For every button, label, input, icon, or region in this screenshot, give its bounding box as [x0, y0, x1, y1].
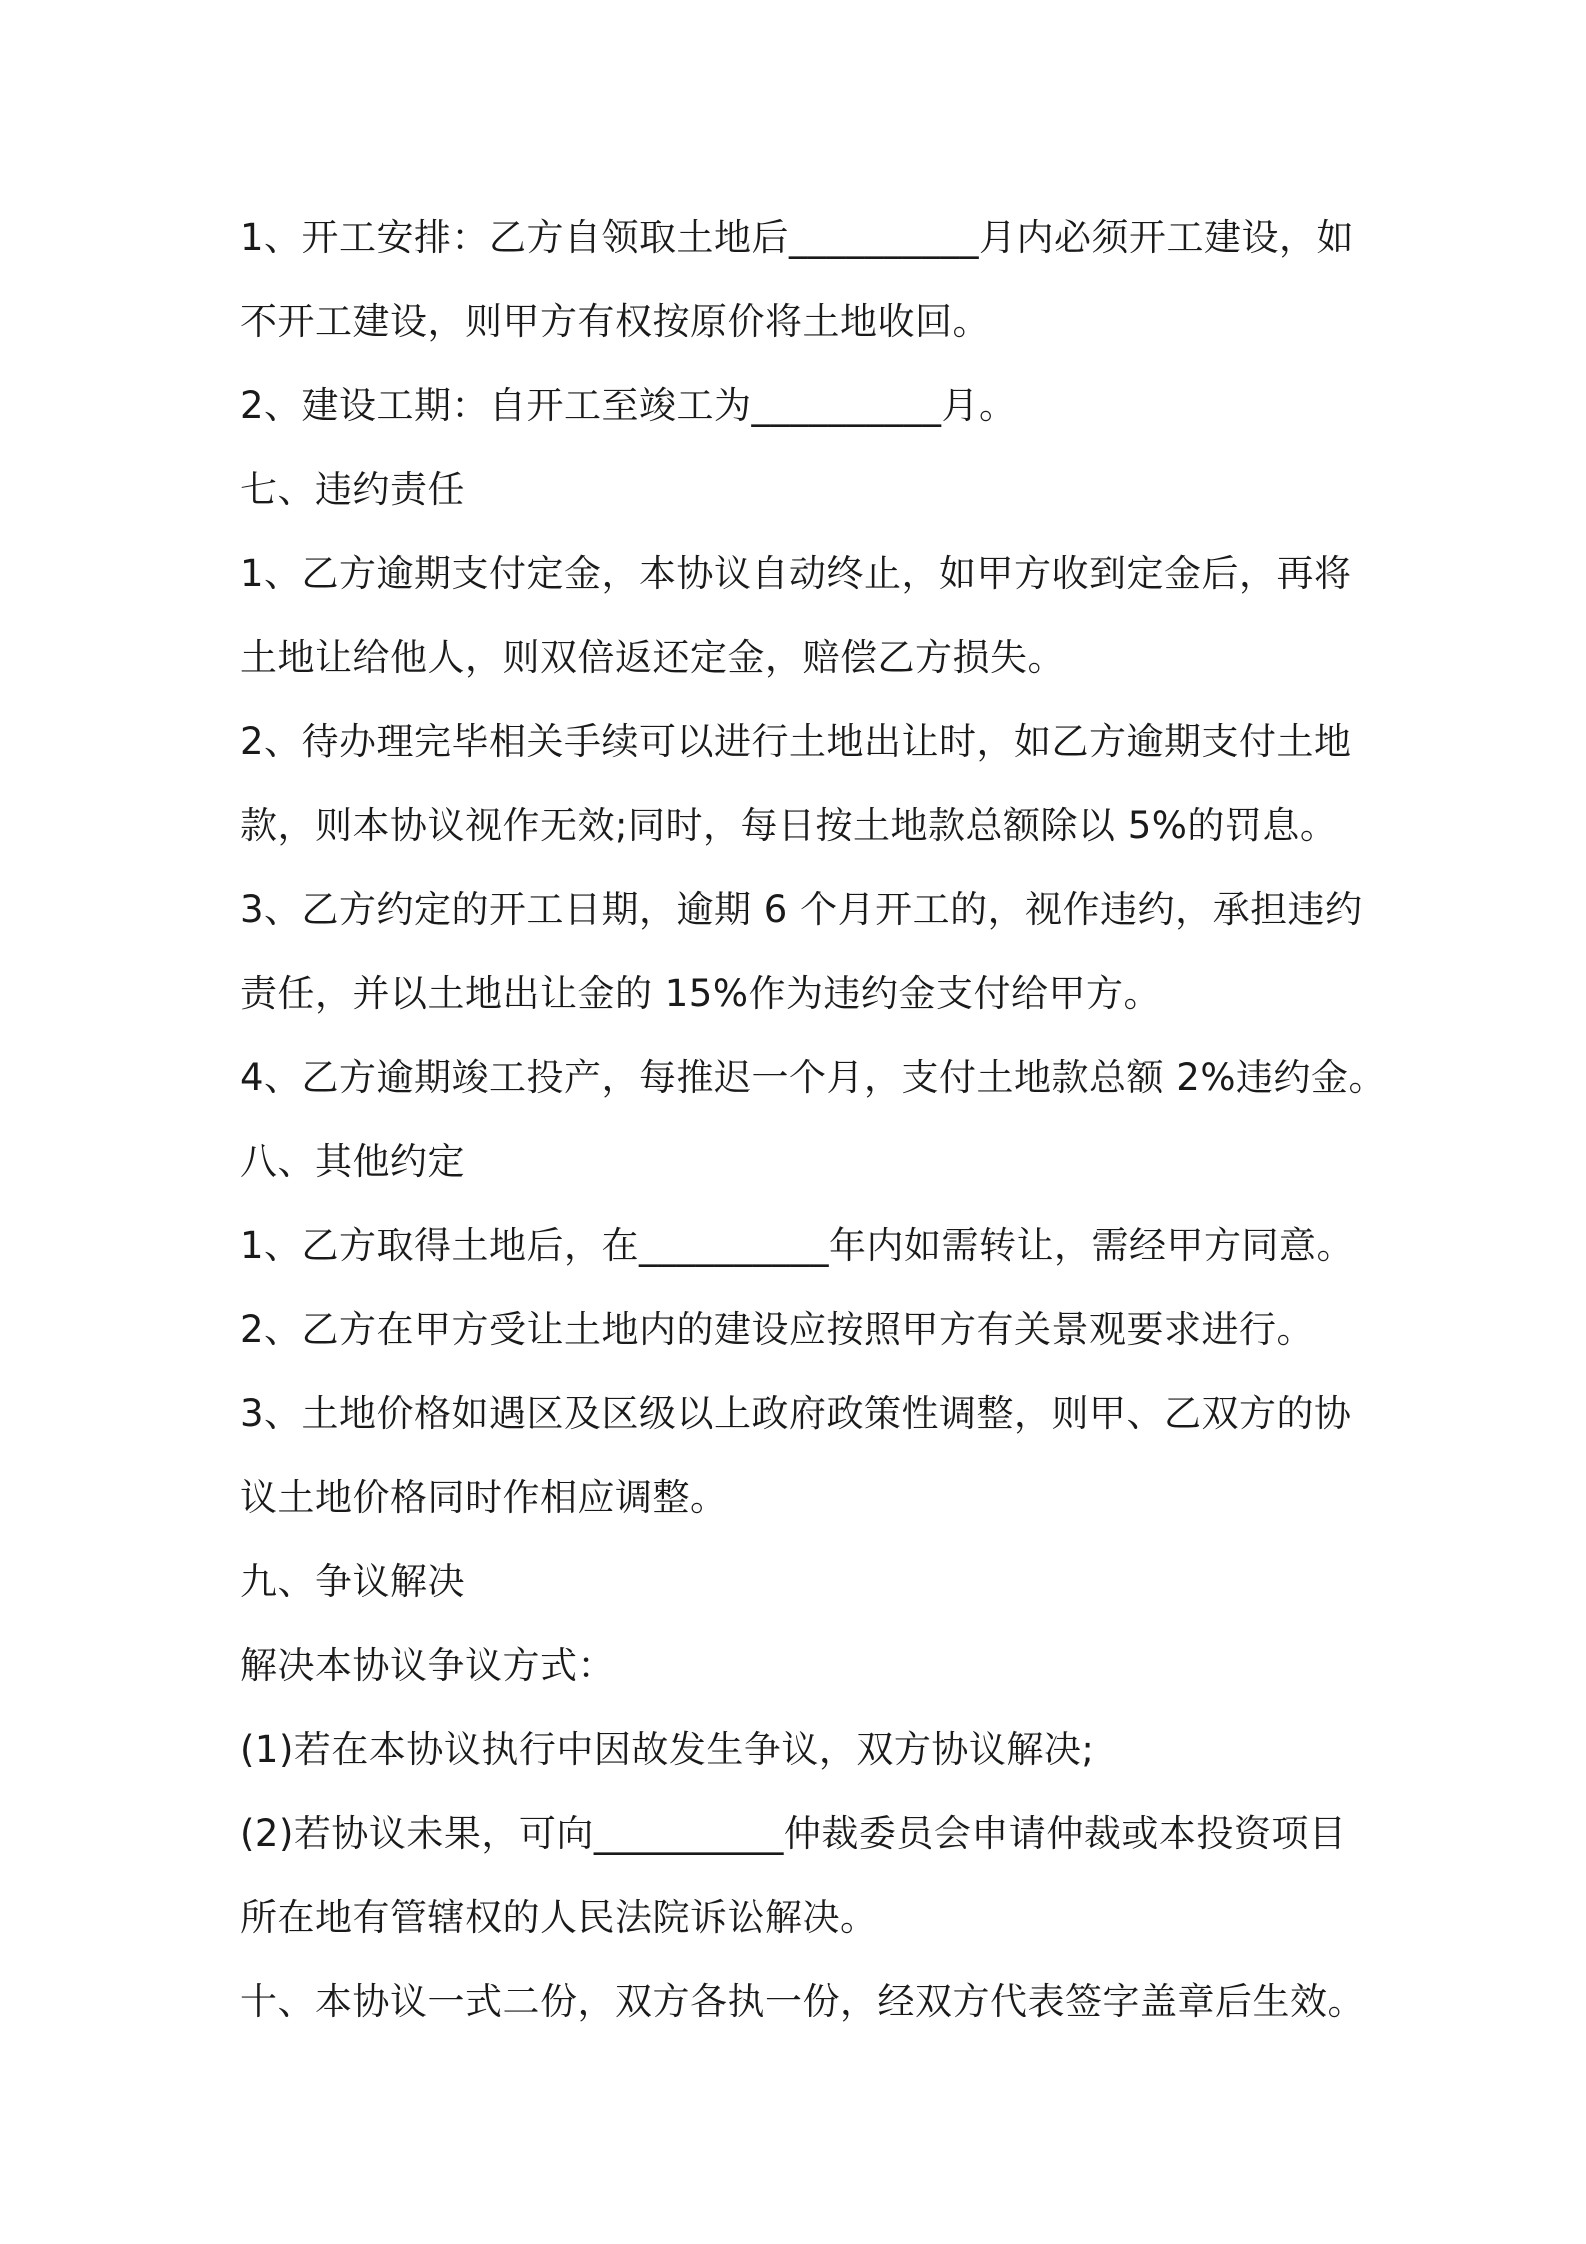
- text-line: 3、土地价格如遇区及区级以上政府政策性调整，则甲、乙双方的协: [240, 1392, 1352, 1435]
- text-line: 4、乙方逾期竣工投产，每推迟一个月，支付土地款总额 2%违约金。: [240, 1056, 1386, 1099]
- text-line: 1、乙方逾期支付定金，本协议自动终止，如甲方收到定金后，再将: [240, 552, 1352, 595]
- section-heading: 十、本协议一式二份，双方各执一份，经双方代表签字盖章后生效。: [240, 1980, 1365, 2023]
- text-line: 款，则本协议视作无效;同时，每日按土地款总额除以 5%的罚息。: [240, 804, 1338, 847]
- text-line: 解决本协议争议方式：: [240, 1644, 615, 1687]
- document-body: [240, 196, 1386, 2044]
- text-line: (1)若在本协议执行中因故发生争议，双方协议解决;: [240, 1728, 1095, 1771]
- text-line: (2)若协议未果，可向__________仲裁委员会申请仲裁或本投资项目: [240, 1812, 1347, 1855]
- section-heading: 七、违约责任: [240, 468, 465, 511]
- text-line: 2、乙方在甲方受让土地内的建设应按照甲方有关景观要求进行。: [240, 1308, 1315, 1351]
- text-line: 2、建设工期：自开工至竣工为__________月。: [240, 384, 1017, 427]
- text-line: 1、乙方取得土地后，在__________年内如需转让，需经甲方同意。: [240, 1224, 1355, 1267]
- section-heading: 九、争议解决: [240, 1560, 465, 1603]
- text-line: 2、待办理完毕相关手续可以进行土地出让时，如乙方逾期支付土地: [240, 720, 1352, 763]
- text-line: 不开工建设，则甲方有权按原价将土地收回。: [240, 300, 990, 343]
- section-heading: 八、其他约定: [240, 1140, 465, 1183]
- text-line: 所在地有管辖权的人民法院诉讼解决。: [240, 1896, 878, 1939]
- text-line: 议土地价格同时作相应调整。: [240, 1476, 728, 1519]
- text-line: 土地让给他人，则双倍返还定金，赔偿乙方损失。: [240, 636, 1065, 679]
- text-line: 1、开工安排：乙方自领取土地后__________月内必须开工建设，如: [240, 216, 1355, 259]
- text-line: 3、乙方约定的开工日期，逾期 6 个月开工的，视作违约，承担违约: [240, 888, 1363, 931]
- text-line: 责任，并以土地出让金的 15%作为违约金支付给甲方。: [240, 972, 1161, 1015]
